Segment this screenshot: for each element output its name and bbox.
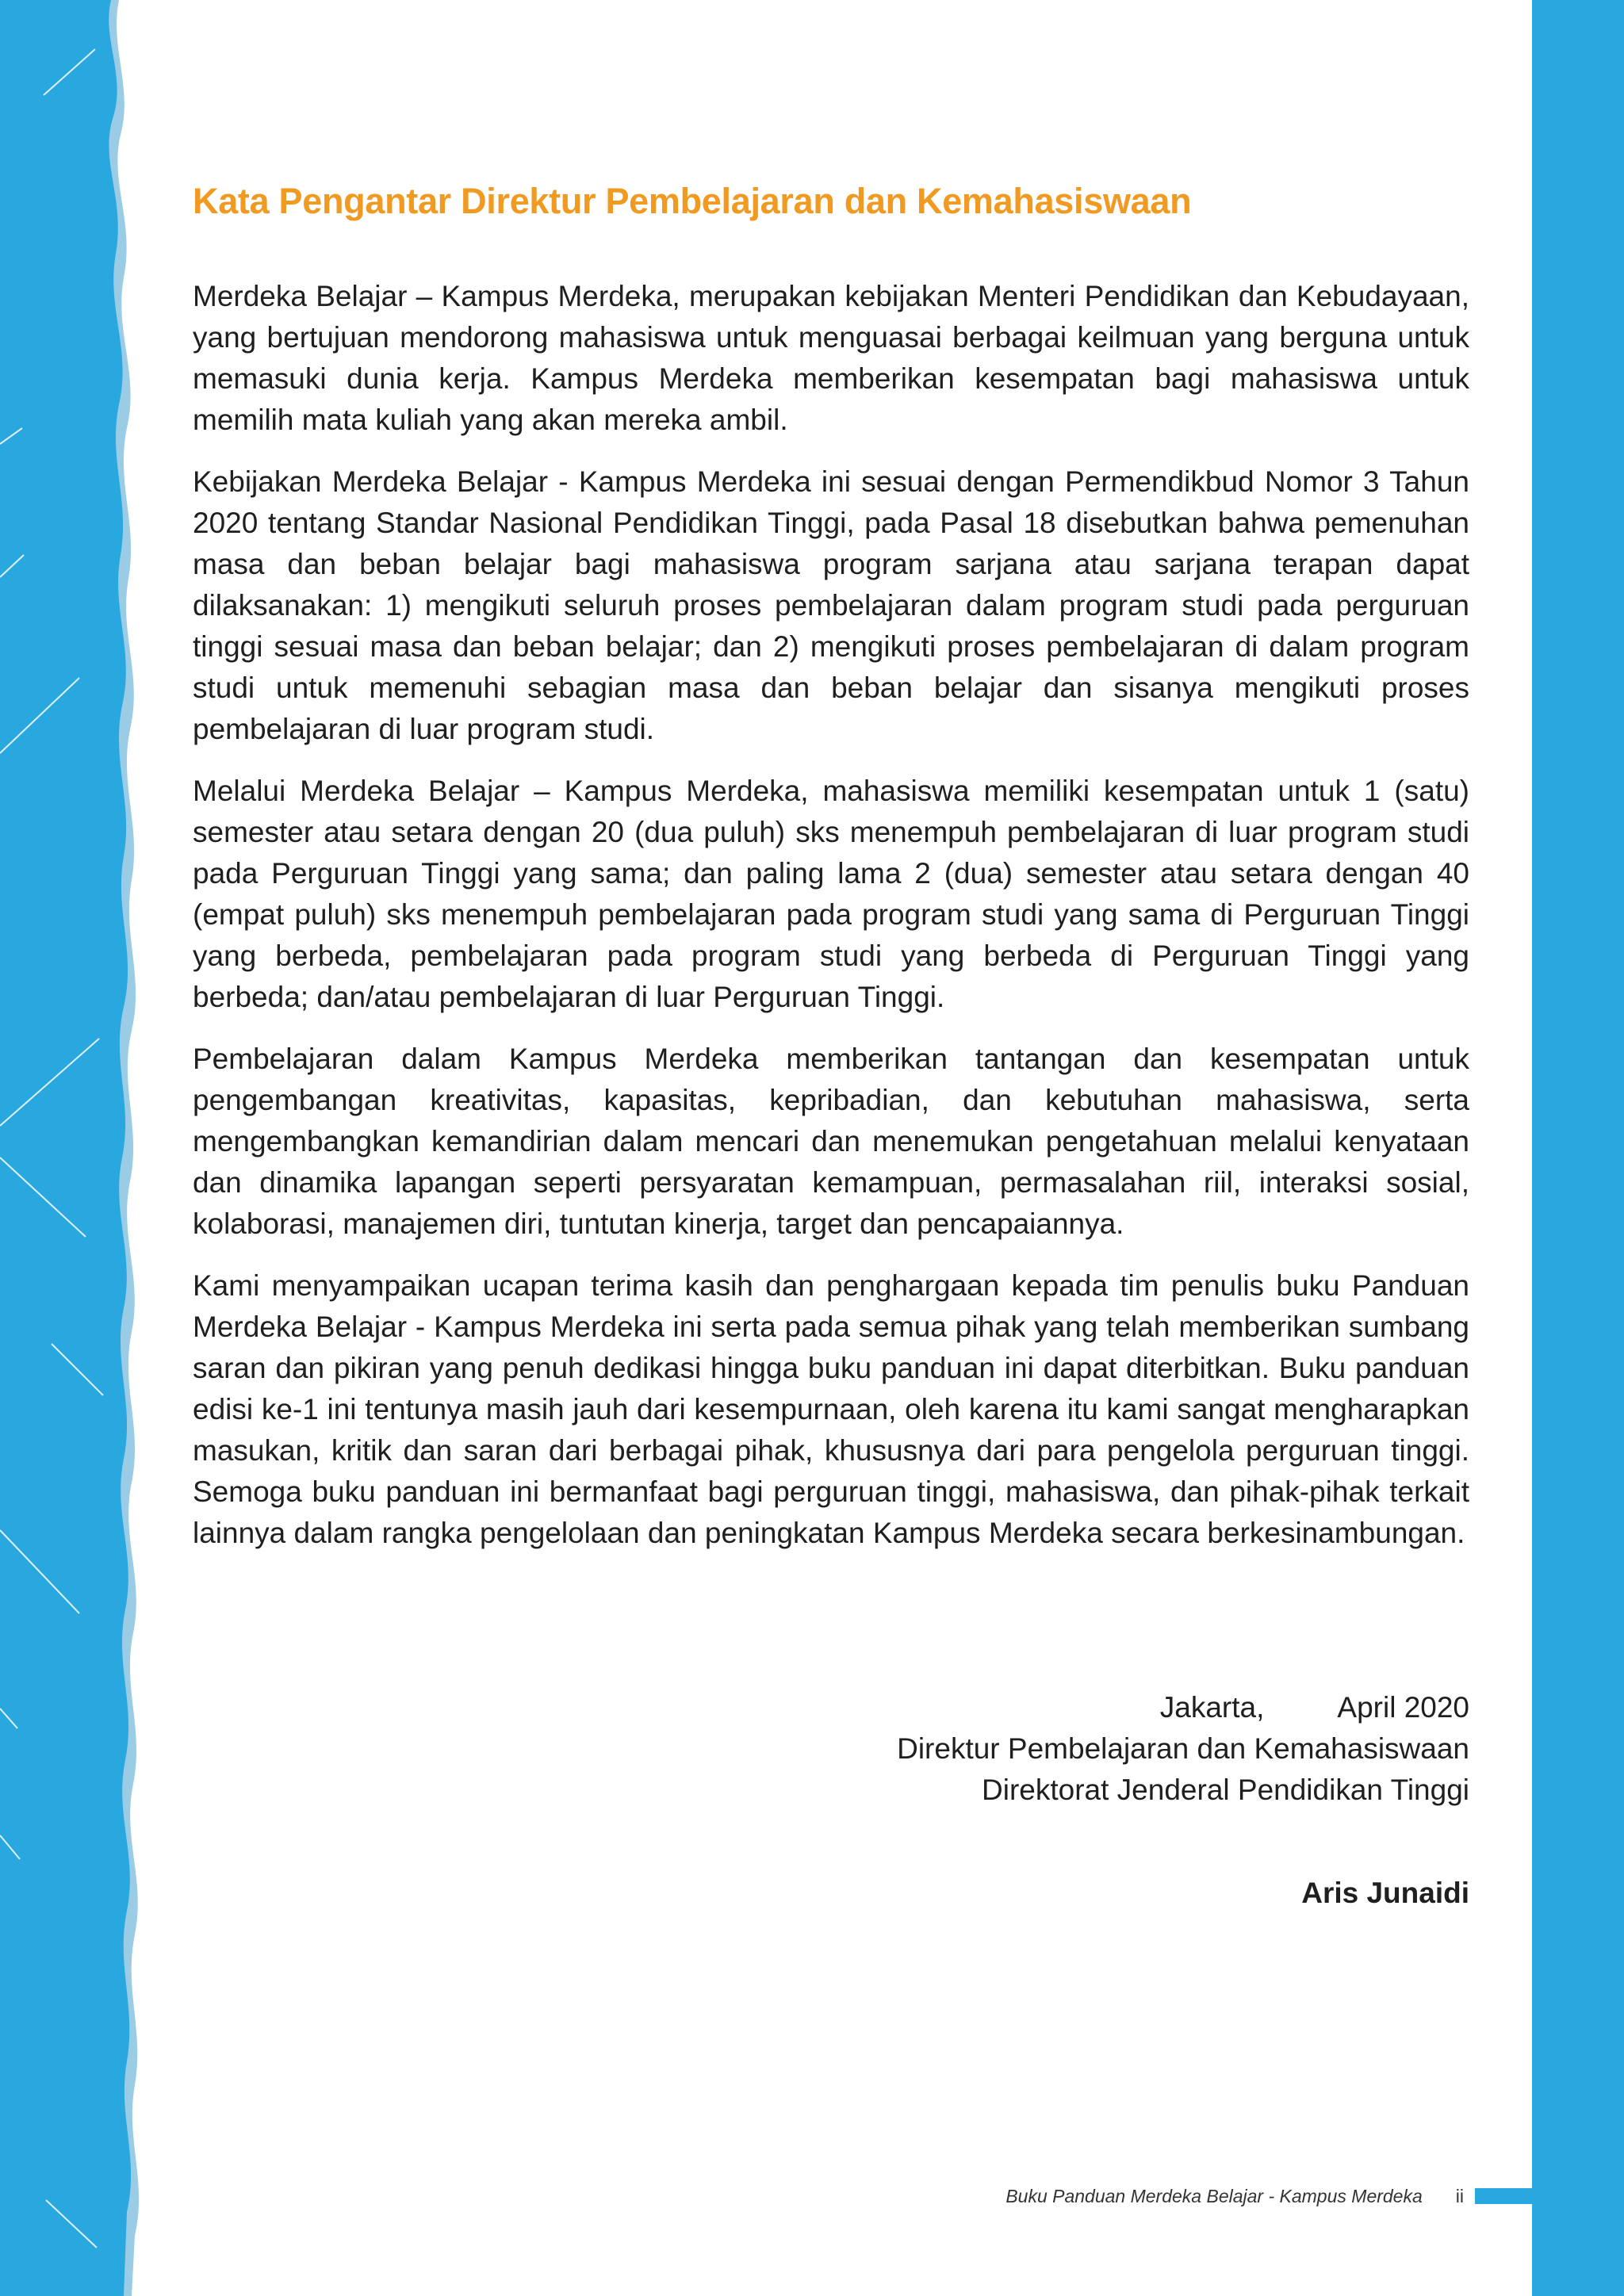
paragraph-3: Melalui Merdeka Belajar – Kampus Merdeka, mahasiswa memiliki kesempatan untuk 1 (satu) semester atau setara dengan 20 (dua puluh) sks menempuh pembelajaran di luar program studi pada Perguruan Tinggi yang sama; dan paling lama 2 (dua) semester atau setara dengan 40 (empat puluh) sks menempuh pembelajaran pada program studi yang sama di Perguruan Tinggi yang berbeda, pembelajaran pada program studi yang berbeda di Perguruan Tinggi yang berbeda; dan/atau pembelajaran di luar Perguruan Tinggi. (193, 775, 1469, 1013)
paragraph-4: Pembelajaran dalam Kampus Merdeka memberikan tantangan dan kesempatan untuk pengembangan kreativitas, kapasitas, kepribadian, dan kebutuhan mahasiswa, serta mengembangkan kemandirian dalam mencari dan menemukan pengetahuan melalui kenyataan dan dinamika lapangan seperti persyaratan kemampuan, permasalahan riil, interaksi sosial, kolaborasi, manajemen diri, tuntutan kinerja, target dan pencapaiannya. (193, 1043, 1469, 1240)
paragraph-1: Merdeka Belajar – Kampus Merdeka, merupakan kebijakan Menteri Pendidikan dan Kebudayaan, yang bertujuan mendorong mahasiswa untuk menguasai berbagai keilmuan yang berguna untuk memasuki dunia kerja. Kampus Merdeka memberikan kesempatan bagi mahasiswa untuk memilih mata kuliah yang akan mereka ambil. (193, 280, 1469, 436)
paragraph-2: Kebijakan Merdeka Belajar - Kampus Merdeka ini sesuai dengan Permendikbud Nomor 3 Tahun 2020 tentang Standar Nasional Pendidikan Tinggi, pada Pasal 18 disebutkan bahwa pemenuhan masa dan beban belajar bagi mahasiswa program sarjana atau sarjana terapan dapat dilaksanakan: 1) mengikuti seluruh proses pembelajaran dalam program studi pada perguruan tinggi sesuai masa dan beban belajar; dan 2) mengikuti proses pembelajaran di dalam program studi untuk memenuhi sebagian masa dan beban belajar dan sisanya mengikuti proses pembelajaran di luar program studi. (193, 465, 1469, 745)
decorative-left-band (0, 0, 190, 2296)
foreword-content (193, 178, 1469, 1575)
footer-accent-tab (1475, 2188, 1532, 2204)
footer-book-title: Buku Panduan Merdeka Belajar - Kampus Merdeka (1005, 2185, 1423, 2206)
date: April 2020 (1337, 1691, 1469, 1724)
position-title: Direktur Pembelajaran dan Kemahasiswaan (897, 1732, 1469, 1765)
place-date-line (897, 1687, 1469, 1728)
city: Jakarta, (1159, 1691, 1265, 1724)
page-footer (1005, 2182, 1532, 2210)
page-title: Kata Pengantar Direktur Pembelajaran dan Kemahasiswaan (193, 181, 1192, 221)
torn-band (0, 0, 131, 2296)
closing-block (897, 1687, 1469, 1811)
paragraph-5: Kami menyampaikan ucapan terima kasih dan penghargaan kepada tim penulis buku Panduan Merdeka Belajar - Kampus Merdeka ini serta pada semua pihak yang telah memberikan sumbang saran dan pikiran yang penuh dedikasi hingga buku panduan ini dapat diterbitkan. Buku panduan edisi ke-1 ini tentunya masih jauh dari kesempurnaan, oleh karena itu kami sangat mengharapkan masukan, kritik dan saran dari berbagai pihak, khususnya dari para pengelola perguruan tinggi. Semoga buku panduan ini bermanfaat bagi perguruan tinggi, mahasiswa, dan pihak-pihak terkait lainnya dalam rangka pengelolaan dan peningkatan Kampus Merdeka secara berkesinambungan. (193, 1269, 1469, 1549)
decorative-right-band (1532, 0, 1624, 2296)
office-name: Direktorat Jenderal Pendidikan Tinggi (982, 1774, 1469, 1806)
page-number: ii (1455, 2185, 1464, 2206)
signatory-name: Aris Junaidi (1301, 1877, 1469, 1909)
